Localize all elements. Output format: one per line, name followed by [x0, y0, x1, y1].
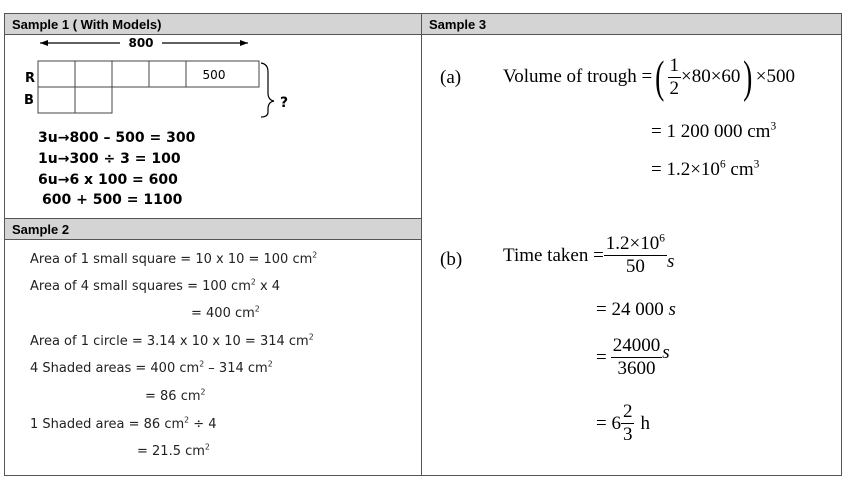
- b-box-2: [75, 87, 112, 113]
- r-box-1: [38, 61, 75, 87]
- question-mark: ?: [280, 95, 289, 111]
- s2-line-2: Area of 4 small squares = 100 $cm^2$ x 4: [30, 277, 281, 294]
- column-divider: [421, 13, 422, 476]
- sample1-header: Sample 1 ( With Models): [5, 14, 421, 35]
- part-a-equation: Volume of trough = ( $\frac{1}{2}$ ×80×60 ) ×500: [503, 51, 795, 102]
- sample2-header: Sample 2: [5, 219, 421, 240]
- s1-line-3: 6u→6 x 100 = 600: [38, 172, 178, 188]
- s1-line-4: 600 + 500 = 1100: [42, 192, 183, 208]
- r-box-4: [149, 61, 186, 87]
- part-b-result-3: = 6 $\frac{2}{3}$ h: [596, 401, 650, 445]
- bar-model: [20, 36, 300, 122]
- extra-box-label: 500: [202, 68, 226, 82]
- sample3-header: Sample 3: [422, 14, 841, 35]
- s2-line-5: 4 Shaded areas = 400 $cm^2 - 314$ $cm^2$: [30, 359, 273, 376]
- b-box-1: [38, 87, 75, 113]
- s1-line-2: 1u→300 ÷ 3 = 100: [38, 151, 181, 167]
- r-box-3: [112, 61, 149, 87]
- s2-line-1: Area of 1 small square = 10 x 10 = 100 $cm^2$: [30, 250, 318, 267]
- brace: [261, 63, 274, 117]
- part-a-result-1: = 1 200 000 $cm^3$: [651, 120, 777, 142]
- s2-line-4: Area of 1 circle = 3.14 x 10 x 10 = 314 $cm^2$: [30, 332, 314, 349]
- s2-line-7: 1 Shaded area = 86 $cm^2 \div 4$: [30, 415, 217, 432]
- length-label: 800: [128, 36, 154, 50]
- s2-line-3: = 400 $cm^2$: [191, 304, 260, 321]
- s2-line-6: = 86 $cm^2$: [145, 387, 206, 404]
- r-box-2: [75, 61, 112, 87]
- row-r-label: R: [25, 71, 36, 86]
- part-b-equation: Time taken = $\frac{1.2\times 10^6}{50}$ s: [503, 232, 675, 277]
- s2-line-8: = 21.5 $cm^2$: [137, 442, 210, 459]
- part-a-label: (a): [440, 67, 462, 88]
- part-a-result-2: = $1.2\times 10^6$ $cm^3$: [651, 158, 760, 180]
- s1-line-1: 3u→800 – 500 = 300: [38, 130, 196, 146]
- row-b-label: B: [24, 93, 34, 108]
- part-b-result-1: = 24 000 s: [596, 299, 676, 320]
- part-b-label: (b): [440, 249, 463, 270]
- part-b-result-2: = $\frac{24000}{3600}$ s: [596, 335, 670, 379]
